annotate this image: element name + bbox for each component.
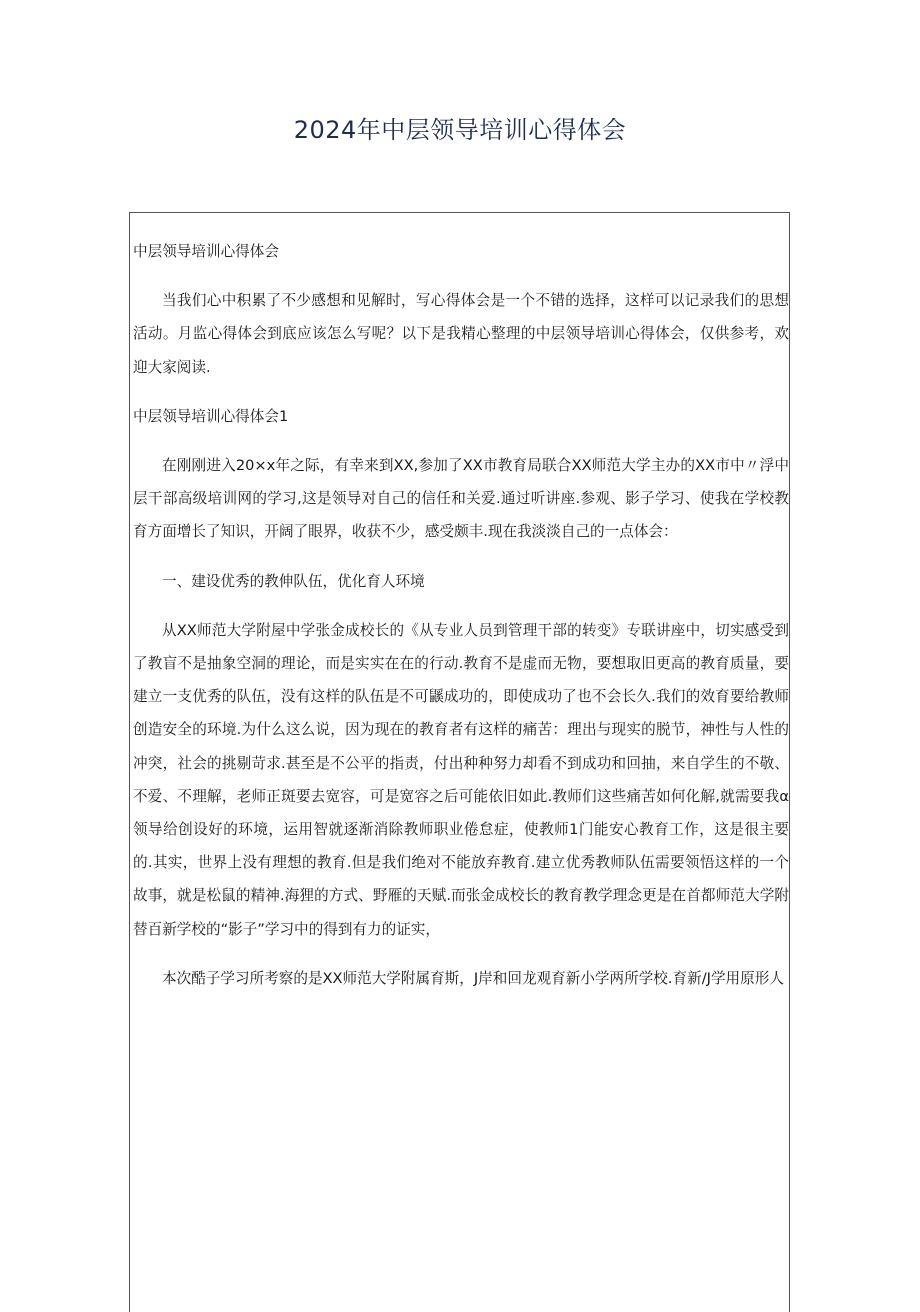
document-frame [129,212,790,1312]
body-paragraph: 本次酷子学习所考察的是XX师范大学附属育斯，J岸和回龙观育新小学两所学校.育新/J学用原形人 [162,969,784,987]
body-paragraph: 从XX师范大学附屋中学张金成校长的《从专业人员到管理干部的转变》专联讲座中，切实感受到了教盲不是抽象空洞的理论，而是实实在在的行动.教育不是虚而无物，要想取旧更高的教育质量，要建立一支优秀的队伍，没有这样的队伍是不可鼷成功的，即使成功了也不会长久.我们的效育要给教师创造安全的环境.为什么这么说，因为现在的教育者有这样的痛苦：理出与现实的脱节，神性与人性的冲突，社会的挑剔苛求.甚至是不公平的指责，付出种种努力却看不到成功和回抽，来自学生的不敬、不爱、不理解，老师正斑要去宽容，可是宽容之后可能依旧如此.教师们这些痛苦如何化解,就需要我α领导给创设好的环境，运用智就逐渐消除教师职业倦怠症，使教师1门能安心教育工作，这是很主要的.其实，世界上没有理想的教育.但是我们绝对不能放弃教育.建立优秀教师队伍需要领悟这样的一个故事，就是松鼠的精神.海狸的方式、野雁的天赋.而张金成校长的教育教学理念更是在首都师范大学附替百新学校的“影子”学习中的得到有力的证实， [133,621,789,938]
section-heading-1: 中层领导培训心得体会1 [133,407,289,425]
subheading: 一、建设优秀的教伸队伍，优化育人环境 [162,572,425,590]
document-title: 2024年中层领导培训心得体会 [293,116,627,144]
section-heading: 中层领导培训心得体会 [133,243,279,260]
document-body [133,235,789,995]
intro-paragraph: 当我们心中积累了不少感想和见解时，写心得体会是一个不错的选择，这样可以记录我们的思想活动。月监心得体会到底应该怎么写呢？以下是我精心整理的中层领导培训心得体会，仅供参考，欢迎大家阅读. [133,292,789,376]
body-paragraph: 在刚刚进入20×x年之际，有幸来到XX,参加了XX市教育局联合XX师范大学主办的XX市中〃浮中层干部高级培训网的学习,这是领导对自己的信任和关爱.通过听讲座.参观、影子学习、使我在学校教育方面增长了知识，开阔了眼界，收获不少，感受颇丰.现在我淡淡自己的一点体会： [133,457,789,541]
